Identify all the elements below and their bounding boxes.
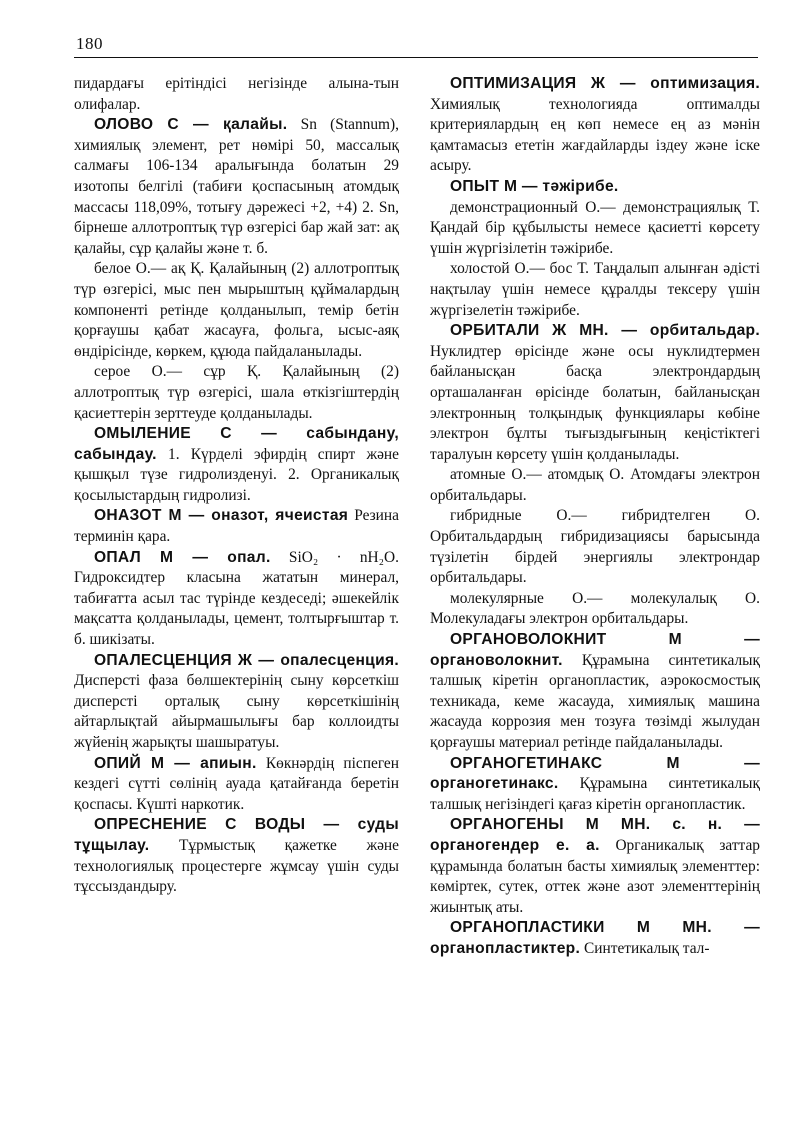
entry-headword: ОРГАНОВОЛОКНИТ М — органоволокнит. bbox=[430, 631, 760, 669]
dictionary-entry bbox=[74, 815, 399, 897]
dictionary-entry bbox=[74, 506, 399, 547]
dictionary-entry bbox=[74, 754, 399, 816]
entry-headword: ОРГАНОПЛАСТИКИ М МН. — органопластиктер. bbox=[430, 919, 760, 957]
dictionary-entry bbox=[74, 651, 399, 754]
sub-entry: серое О.— сұр Қ. Қалайының (2) аллотроптық түр өзгерісі, шала өткізгіштердің қасиеттерін зерттеуде қолданылады. bbox=[74, 363, 399, 422]
sub-entry: холостой О.— бос Т. Таңдалып алынған әдісті нақтылау үшін немесе құралды тексеру үшін жүргізелетін тәжірибе. bbox=[430, 260, 760, 319]
dictionary-entry bbox=[430, 815, 760, 918]
dictionary-entry bbox=[74, 548, 399, 651]
right-column bbox=[430, 74, 760, 960]
sub-entry: демонстрационный О.— демонстрациялық Т. Қандай бір құбылысты немесе қасиетті көрсету үшін жүргізілетін тәжірибе. bbox=[430, 198, 760, 257]
entry-headword: ОПРЕСНЕНИЕ С ВОДЫ — суды тұщылау. bbox=[74, 816, 399, 854]
entry-definition: 1. Күрделі эфирдің спирт және қышқыл түзе гидролизденуі. 2. Органикалық қосылыстардың гидролизі. bbox=[74, 445, 399, 504]
page-number: 180 bbox=[76, 34, 103, 53]
entry-definition: Органикалық заттар құрамында болатын басты химиялық элементтер: көміртек, сутек, оттек және азот элементтерінің жиынтық аты. bbox=[430, 836, 760, 916]
entry-headword: ОПАЛЕСЦЕНЦИЯ Ж — опалесценция. bbox=[94, 651, 399, 669]
sub-entry: гибридные О.— гибридтелген О. Орбитальдардың гибридизациясы барысында түзілетін бірдей энергиялы электрондар орбитальдары. bbox=[430, 507, 760, 587]
dictionary-entry bbox=[74, 115, 399, 259]
entry-headword: ОЛОВО С — қалайы. bbox=[94, 116, 288, 134]
entry-definition: Синтетикалық тал- bbox=[580, 939, 710, 957]
entry-definition: Химиялық технологияда оптималды критериялардың ең көп немесе ең аз мәнін қамтамасыз ететін жағдайларды іздеу және іске асыру. bbox=[430, 95, 760, 175]
entry-headword: ОРГАНОГЕНЫ М МН. с. н. — органогендер е. а. bbox=[430, 816, 760, 854]
entry-definition: Sn (Stannum), химиялық элемент, рет нөмірі 50, массалық салмағы 106-134 аралығында болатын 29 изотопы белгілі (табиғи қоспасының атомдық массасы 118,09%, тотығу дәрежесі +2, +4) 2. Sn, бірнеше аллотроптық түр өзгерісі бар жай зат: ақ қалайы, сұр қалайы және т. б. bbox=[74, 116, 399, 257]
sub-entry: молекулярные О.— молекулалық О. Молекуладағы электрон орбитальдары. bbox=[430, 589, 760, 628]
dictionary-entry bbox=[430, 754, 760, 816]
continued-text: пидардағы ерітіндісі негізінде алына-тын олифалар. bbox=[74, 75, 399, 113]
entry-headword: ОПАЛ М — опал. bbox=[94, 548, 271, 566]
entry-definition: SiO₂ · nH₂O. Гидроксидтер класына жататын минерал, табиғатта асыл тас түрінде кездеседі; әшекейлік мақсатта қолданылады, цемент, толтырғыштар т. б. шикізаты. bbox=[74, 548, 399, 649]
entry-headword: ОМЫЛЕНИЕ С — сабындану, сабындау. bbox=[74, 425, 399, 463]
dictionary-entry bbox=[430, 74, 760, 177]
dictionary-entry bbox=[430, 918, 760, 959]
left-column bbox=[74, 74, 399, 898]
entry-definition: Құрамына синтетикалық талшық негізіндегі қағаз кіретін органопластик. bbox=[430, 775, 760, 813]
entry-headword: ОПТИМИЗАЦИЯ Ж — оптимизация. bbox=[450, 75, 760, 92]
dictionary-entry bbox=[430, 321, 760, 465]
entry-definition: Дисперсті фаза бөлшектерінің сыну көрсеткіш дисперсті орталық сыну көрсеткішінің айтарлықтай айырмашылығы бар коллоидты жүйенің жарықты шашыратуы. bbox=[74, 672, 399, 751]
entry-headword: ОПИЙ М — апиын. bbox=[94, 754, 257, 772]
entry-headword: ОРГАНОГЕТИНАКС М — органогетинакс. bbox=[430, 754, 760, 793]
sub-entry: белое О.— ақ Қ. Қалайының (2) аллотроптық түр өзгерісі, мыс пен мырыштың құймалардың компоненті ретінде қолданылып, темір бетін қорғаушы қабат жасауға, фольга, ысыс-аяқ өндірісінде, көркем, құюда пайдаланылады. bbox=[74, 260, 399, 360]
entry-definition: Тұрмыстық қажетке және технологиялық процестерге жұмсау үшін суды тұссыздандыру. bbox=[74, 836, 399, 896]
entry-definition: Көкнәрдің піспеген кездегі сүтті сөлінің ауада қатайғанда беретін қоспасы. Күшті наркотик. bbox=[74, 754, 399, 813]
entry-definition: Нуклидтер өрісінде және осы нуклидтермен байланысқан басқа электрондардың орташаланған өрісінде болатын, байланысқан электронның толқындық функциялары көбіне электрон бұлты тығыздығының кеңістіктегі таралуын көрсету үшін қолданылады. bbox=[430, 342, 760, 463]
dictionary-entry bbox=[74, 424, 399, 506]
entry-definition: Резина терминін қара. bbox=[74, 507, 399, 546]
sub-entry: атомные О.— атомдық О. Атомдағы электрон орбитальдары. bbox=[430, 466, 760, 504]
entry-headword: ОПЫТ М — тәжірибе. bbox=[450, 177, 619, 195]
header-rule bbox=[74, 57, 758, 58]
entry-headword: ОНАЗОТ М — оназот, ячеистая bbox=[94, 507, 349, 525]
entry-definition: Құрамына синтетикалық талшық кіретін органопластик, аэрокосмостық техникада, кеме жасауда, химиялық машина жасауда коррозия мен тозуға төзімді жылудан қорғаушы материал ретінде пайдаланылады. bbox=[430, 651, 760, 751]
dictionary-entry bbox=[430, 630, 760, 754]
dictionary-entry bbox=[430, 177, 760, 198]
entry-headword: ОРБИТАЛИ Ж МН. — орбитальдар. bbox=[450, 322, 760, 340]
